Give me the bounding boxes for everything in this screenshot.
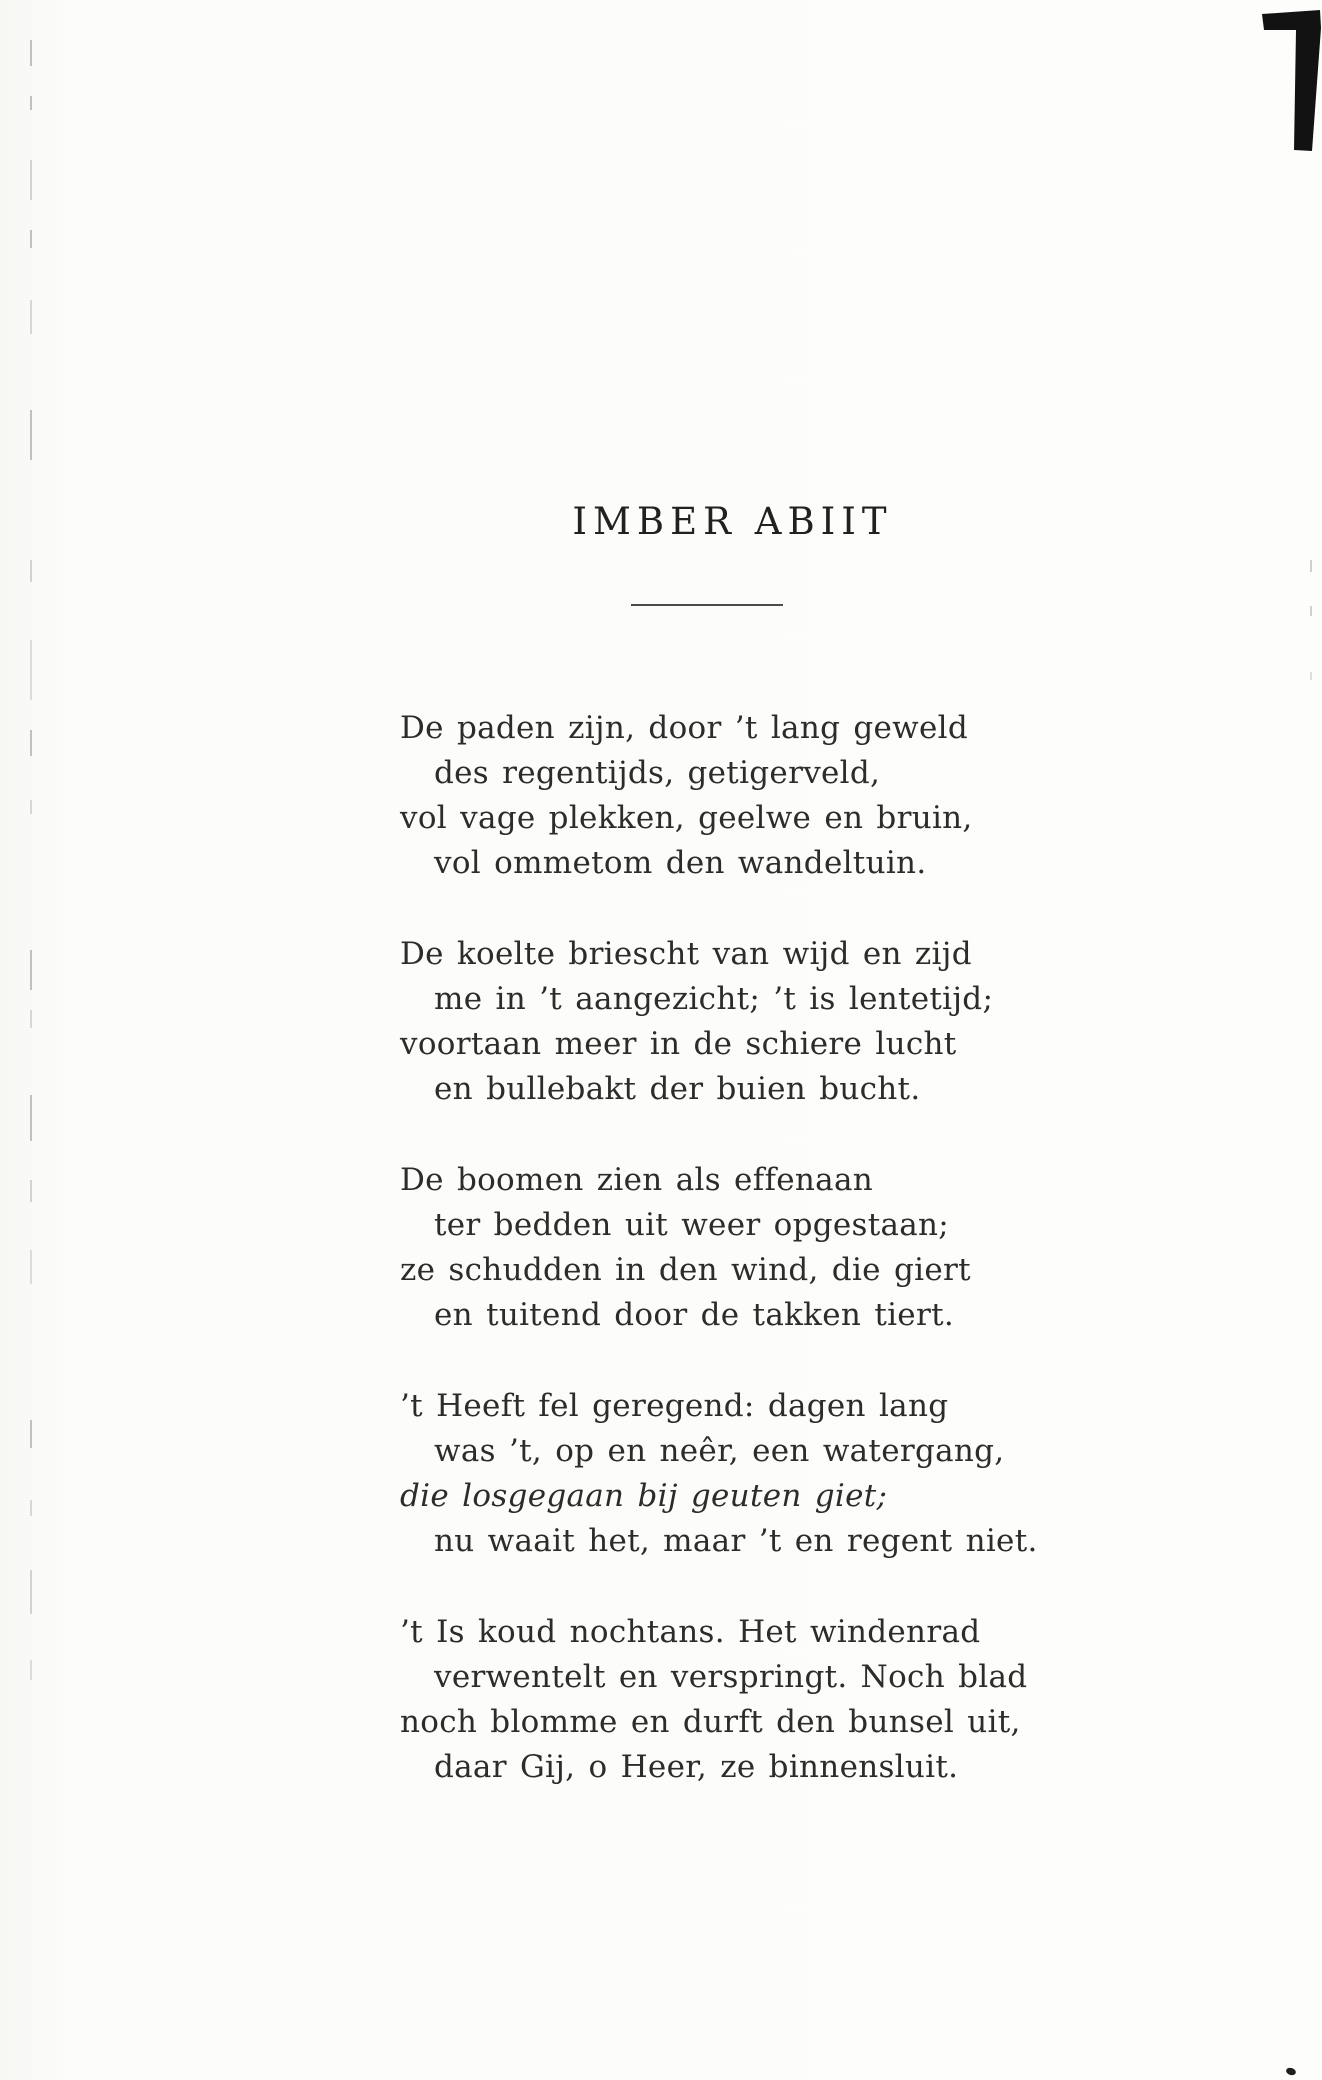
stanza — [400, 706, 1065, 886]
poem-line: me in ’t aangezicht; ’t is lentetijd; — [434, 981, 994, 1017]
scan-artifact-bottom-mark — [1285, 2067, 1297, 2077]
scan-artifact-right-speck — [1310, 672, 1312, 680]
scan-artifact-left-dash — [30, 1570, 32, 1614]
poem-line: en bullebakt der buien bucht. — [434, 1071, 921, 1107]
scan-artifact-left-dash — [30, 300, 32, 334]
scan-artifact-left-dash — [30, 640, 32, 700]
scan-artifact-left-dash — [30, 730, 32, 756]
scan-artifact-left-dash — [30, 160, 32, 200]
poem-line: verwentelt en verspringt. Noch blad — [434, 1659, 1028, 1695]
scan-artifact-left-dash — [30, 1500, 32, 1516]
poem-line: ze schudden in den wind, die giert — [400, 1252, 971, 1288]
poem-line: noch blomme en durft den bunsel uit, — [400, 1704, 1021, 1740]
scan-artifact-left-dash — [30, 1250, 32, 1284]
poem-line: die losgegaan bij geuten giet; — [400, 1478, 888, 1514]
stanza — [400, 1158, 1065, 1338]
scan-artifact-left-dash — [30, 410, 32, 460]
poem-line: ’t Heeft fel geregend: dagen lang — [400, 1388, 949, 1424]
poem-line: vol vage plekken, geelwe en bruin, — [400, 800, 973, 836]
stanza — [400, 1384, 1065, 1564]
poem-line: De boomen zien als effenaan — [400, 1162, 873, 1198]
poem-line: was ’t, op en neêr, een watergang, — [434, 1433, 1005, 1469]
poem-line: daar Gij, o Heer, ze binnensluit. — [434, 1749, 959, 1785]
scan-artifact-left-dash — [30, 1095, 32, 1141]
poem-line: voortaan meer in de schiere lucht — [400, 1026, 957, 1062]
scan-artifact-left-dash — [30, 1660, 32, 1680]
poem-title: IMBER ABIIT — [572, 500, 893, 543]
scan-artifact-left-dash — [30, 800, 32, 814]
title-divider — [631, 604, 783, 606]
poem-body — [400, 706, 1065, 1790]
page-content — [400, 498, 1065, 1836]
poem-line: vol ommetom den wandeltuin. — [434, 845, 927, 881]
scan-artifact-right-speck — [1310, 606, 1312, 616]
scan-artifact-left-dash — [30, 96, 32, 110]
scan-artifact-left-dash — [30, 1010, 32, 1028]
poem-line: De koelte briescht van wijd en zijd — [400, 936, 972, 972]
poem-line: nu waait het, maar ’t en regent niet. — [434, 1523, 1038, 1559]
poem-line: ’t Is koud nochtans. Het windenrad — [400, 1614, 981, 1650]
poem-line: De paden zijn, door ’t lang geweld — [400, 710, 969, 746]
scan-artifact-left-dash — [30, 230, 32, 248]
scan-artifact-left-dash — [30, 40, 32, 66]
scan-artifact-left-dash — [30, 1180, 32, 1202]
stanza — [400, 932, 1065, 1112]
stanza — [400, 1610, 1065, 1790]
poem-line: en tuitend door de takken tiert. — [434, 1297, 954, 1333]
scan-artifact-left-dash — [30, 560, 32, 582]
scan-artifact-left-dash — [30, 950, 32, 990]
poem-line: ter bedden uit weer opgestaan; — [434, 1207, 950, 1243]
scan-artifact-corner-mark — [1260, 10, 1322, 152]
scan-artifact-right-speck — [1310, 560, 1312, 572]
scan-artifact-left-dash — [30, 1420, 32, 1448]
poem-line: des regentijds, getigerveld, — [434, 755, 881, 791]
